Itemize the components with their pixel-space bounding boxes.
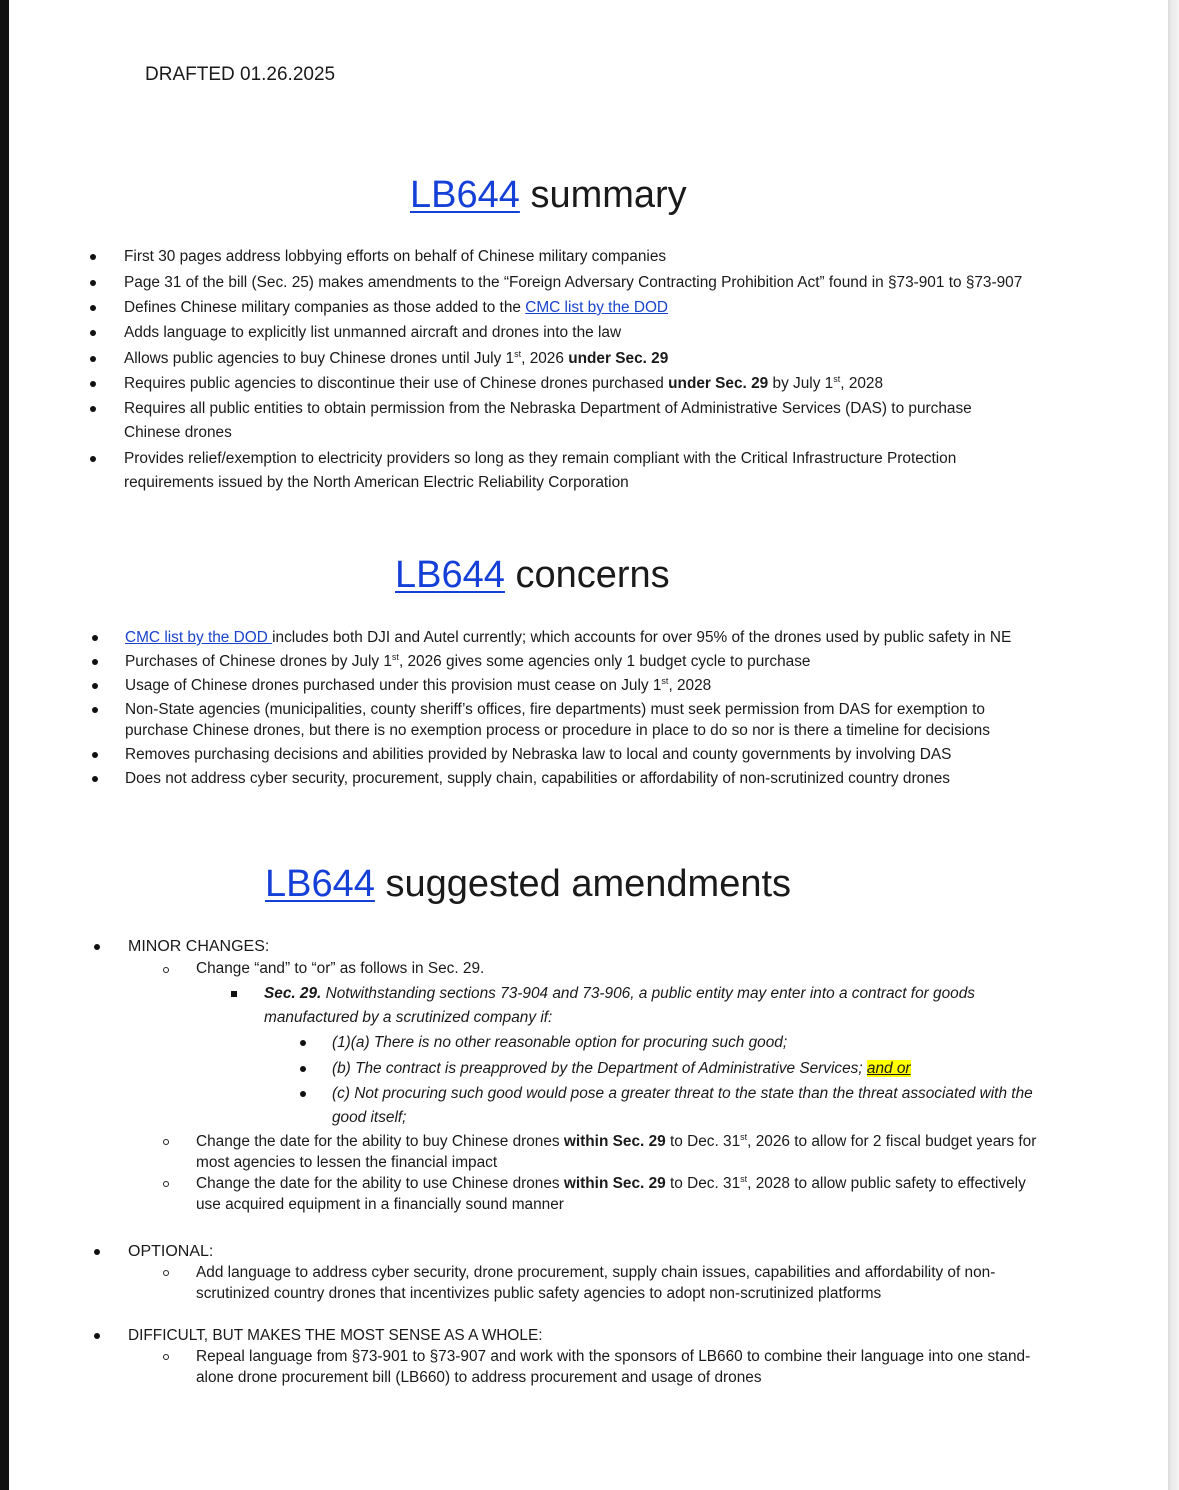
bullet <box>94 944 100 950</box>
bullet <box>92 776 98 782</box>
bullet <box>90 254 96 260</box>
difficult-item-line-2: alone drone procurement bill (LB660) to address procurement and usage of drones <box>196 1369 762 1386</box>
concern-item-4-line-1: Non-State agencies (municipalities, county sheriff’s offices, fire departments) must seek permission from DAS for exemption to <box>125 701 985 718</box>
minor-change-2-line-1: Change the date for the ability to buy Chinese drones within Sec. 29 to Dec. 31st, 2026 to allow for 2 fiscal budget years for <box>196 1131 1037 1150</box>
bullet <box>92 752 98 758</box>
bullet <box>90 406 96 412</box>
minor-change-3-line-2: use acquired equipment in a financially sound manner <box>196 1196 564 1213</box>
circle-bullet <box>163 1354 169 1360</box>
concern-item-4-line-2: purchase Chinese drones, but there is no exemption process or procedure in place to do so nor is there a timeline for decisions <box>125 722 990 739</box>
concern-item-5: Removes purchasing decisions and abilities provided by Nebraska law to local and county governments by involving DAS <box>125 746 952 763</box>
sec29-clause-c-line-2: good itself; <box>332 1109 407 1126</box>
right-page-edge <box>1168 0 1179 1490</box>
cmc-list-link[interactable]: CMC list by the DOD <box>525 299 669 316</box>
minor-change-1: Change “and” to “or” as follows in Sec. 29. <box>196 960 485 977</box>
bullet <box>300 1066 306 1072</box>
summary-item-8-line-1: Provides relief/exemption to electricity providers so long as they remain compliant with the Critical Infrastructure Protection <box>124 450 957 467</box>
bullet <box>92 659 98 665</box>
bullet <box>92 707 98 713</box>
bullet <box>92 635 98 641</box>
lb644-link[interactable]: LB644 <box>395 554 505 596</box>
minor-change-2-line-2: most agencies to lessen the financial impact <box>196 1154 498 1171</box>
cmc-list-link[interactable]: CMC list by the DOD <box>125 629 273 646</box>
circle-bullet <box>163 1270 169 1276</box>
summary-item-1: First 30 pages address lobbying efforts on behalf of Chinese military companies <box>124 248 667 265</box>
bullet <box>300 1040 306 1046</box>
sec29-line-1: Sec. 29. Notwithstanding sections 73-904 and 73-906, a public entity may enter into a contract for goods <box>264 985 975 1002</box>
sec29-clause-c-line-1: (c) Not procuring such good would pose a greater threat to the state than the threat associated with the <box>332 1085 1033 1102</box>
bullet <box>94 1249 100 1255</box>
circle-bullet <box>163 967 169 973</box>
lb644-link[interactable]: LB644 <box>265 863 375 905</box>
left-page-edge <box>0 0 9 1490</box>
bullet <box>90 356 96 362</box>
bullet <box>92 683 98 689</box>
summary-heading: LB644 summary <box>410 174 687 216</box>
bullet <box>90 330 96 336</box>
bullet <box>90 456 96 462</box>
square-bullet <box>231 991 237 997</box>
lb644-link[interactable]: LB644 <box>410 174 520 216</box>
summary-item-3: Defines Chinese military companies as those added to the CMC list by the DOD <box>124 299 669 316</box>
bullet <box>90 305 96 311</box>
bullet <box>90 381 96 387</box>
highlighted-change: and or <box>866 1060 911 1077</box>
summary-item-4: Adds language to explicitly list unmanned aircraft and drones into the law <box>124 324 622 341</box>
concern-item-6: Does not address cyber security, procurement, supply chain, capabilities or affordability of non-scrutinized country drones <box>125 770 950 787</box>
bullet <box>94 1333 100 1339</box>
difficult-label: DIFFICULT, BUT MAKES THE MOST SENSE AS A WHOLE: <box>128 1327 543 1344</box>
sec29-clause-a: (1)(a) There is no other reasonable option for procuring such good; <box>332 1034 788 1051</box>
sec29-line-2: manufactured by a scrutinized company if: <box>264 1009 553 1026</box>
drafted-date: DRAFTED 01.26.2025 <box>145 64 336 85</box>
optional-item-line-2: scrutinized country drones that incentivizes public safety agencies to adopt non-scrutinized platforms <box>196 1285 882 1302</box>
bullet <box>300 1091 306 1097</box>
circle-bullet <box>163 1139 169 1145</box>
circle-bullet <box>163 1181 169 1187</box>
concern-item-3: Usage of Chinese drones purchased under this provision must cease on July 1st, 2028 <box>125 675 712 694</box>
summary-item-5: Allows public agencies to buy Chinese drones until July 1st, 2026 under Sec. 29 <box>124 348 669 367</box>
amendments-heading: LB644 suggested amendments <box>265 863 792 905</box>
summary-item-2: Page 31 of the bill (Sec. 25) makes amendments to the “Foreign Adversary Contracting Prohibition Act” found in §73-901 to §73-907 <box>124 274 1023 291</box>
concern-item-1: CMC list by the DOD includes both DJI and Autel currently; which accounts for over 95% of the drones used by public safety in NE <box>125 629 1012 646</box>
concerns-heading: LB644 concerns <box>395 554 670 596</box>
summary-item-6: Requires public agencies to discontinue their use of Chinese drones purchased under Sec. 29 by July 1st, 2028 <box>124 373 884 392</box>
concern-item-2: Purchases of Chinese drones by July 1st, 2026 gives some agencies only 1 budget cycle to purchase <box>125 651 811 670</box>
minor-change-3-line-1: Change the date for the ability to use Chinese drones within Sec. 29 to Dec. 31st, 2028 to allow public safety to effectively <box>196 1173 1026 1192</box>
difficult-item-line-1: Repeal language from §73-901 to §73-907 and work with the sponsors of LB660 to combine their language into one stand- <box>196 1348 1031 1365</box>
optional-label: OPTIONAL: <box>128 1243 214 1260</box>
minor-changes-label: MINOR CHANGES: <box>128 938 270 955</box>
summary-item-7-line-2: Chinese drones <box>124 424 232 441</box>
optional-item-line-1: Add language to address cyber security, drone procurement, supply chain issues, capabilities and affordability of non- <box>196 1264 996 1281</box>
bullet <box>90 280 96 286</box>
summary-item-8-line-2: requirements issued by the North American Electric Reliability Corporation <box>124 474 629 491</box>
sec29-clause-b: (b) The contract is preapproved by the Department of Administrative Services; and or <box>332 1060 911 1077</box>
summary-item-7-line-1: Requires all public entities to obtain permission from the Nebraska Department of Administrative Services (DAS) to purchase <box>124 400 972 417</box>
